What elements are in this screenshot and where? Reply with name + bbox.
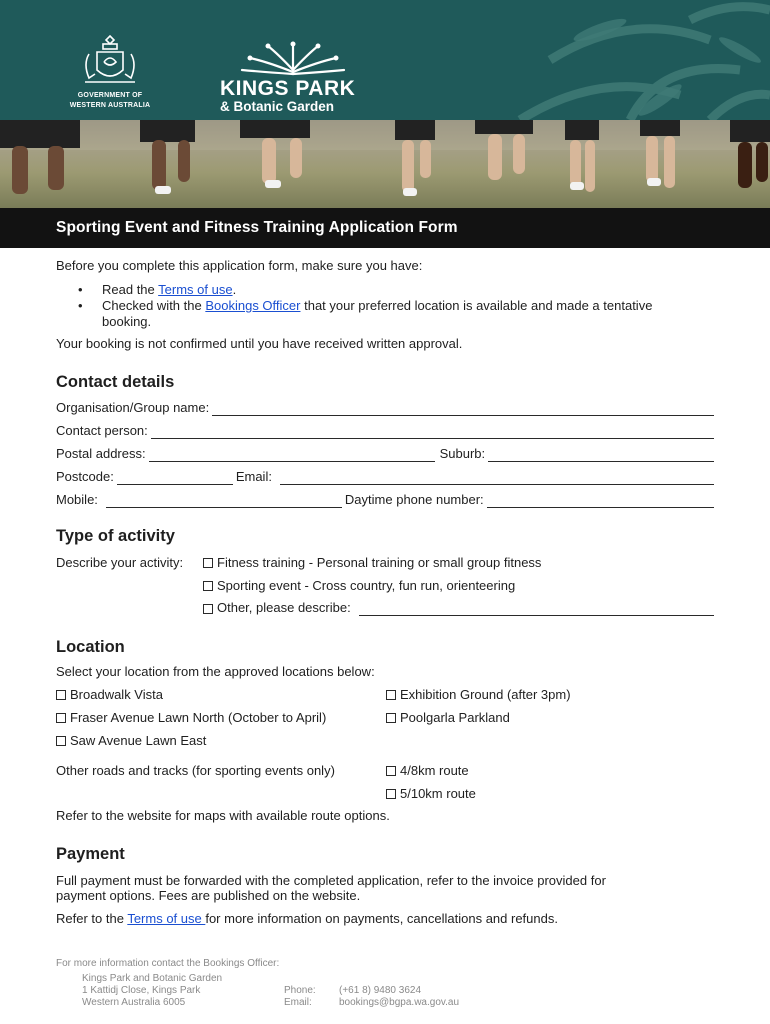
location-lead: Select your location from the approved locations below: (56, 664, 375, 679)
org-input-line[interactable] (212, 403, 714, 416)
bullet1-end: . (232, 282, 237, 297)
location-note: Refer to the website for maps with available route options. (56, 808, 390, 823)
page-header (0, 0, 770, 120)
bullet-dot-icon: • (78, 282, 83, 297)
refer-pre: Refer to the (56, 911, 128, 926)
footer-addr3: Western Australia 6005 (82, 997, 186, 1008)
email-input-line[interactable] (280, 472, 714, 485)
banksia-flower-icon (238, 40, 348, 76)
payment-refer (56, 911, 558, 927)
checkbox-icon[interactable] (386, 766, 396, 776)
activity-heading: Type of activity (56, 527, 175, 545)
intro-lead: Before you complete this application form, make sure you have: (56, 258, 423, 273)
footer-phone: (+61 8) 9480 3624 (339, 985, 422, 996)
postal-field[interactable] (56, 444, 714, 462)
refer-post: for more information on payments, cancellations and refunds. (205, 911, 558, 926)
bullet-terms (56, 282, 716, 298)
org-label: Organisation/Group name: (56, 400, 210, 415)
checkbox-icon[interactable] (56, 690, 66, 700)
location-heading: Location (56, 638, 125, 656)
activity-opt2-label: Sporting event - Cross country, fun run, orienteering (217, 578, 516, 593)
runners-photo (0, 120, 770, 208)
email-label: Email: (235, 469, 272, 484)
suburb-input-line[interactable] (488, 449, 714, 462)
route2-label: 5/10km route (400, 786, 476, 801)
route1-label: 4/8km route (400, 763, 469, 778)
loc5-label: Saw Avenue Lawn East (70, 733, 207, 748)
checkbox-icon[interactable] (386, 690, 396, 700)
mobile-input-line[interactable] (106, 495, 342, 508)
bullet2-cont: booking. (102, 314, 152, 329)
payment-line1: Full payment must be forwarded with the completed application, refer to the invoice provided for (56, 873, 606, 888)
kings-park-logo (220, 40, 370, 114)
location-option-saw[interactable] (56, 733, 206, 749)
terms-of-use-link[interactable]: Terms of use (158, 282, 233, 297)
loc3-label: Fraser Avenue Lawn North (October to April) (70, 710, 327, 725)
checkbox-icon[interactable] (386, 789, 396, 799)
route-option-4-8km[interactable] (386, 763, 469, 779)
checkbox-icon[interactable] (203, 581, 213, 591)
government-logo (62, 32, 158, 110)
checkbox-icon[interactable] (203, 604, 213, 614)
location-option-broadwalk[interactable] (56, 687, 163, 703)
route-option-5-10km[interactable] (386, 786, 476, 802)
activity-opt3-label: Other, please describe: (217, 600, 351, 615)
checkbox-icon[interactable] (203, 558, 213, 568)
bullet-dot-icon: • (78, 298, 83, 313)
contact-heading: Contact details (56, 373, 175, 391)
postcode-field[interactable] (56, 467, 714, 485)
intro-bullets (56, 282, 716, 330)
activity-option-other[interactable] (203, 598, 714, 616)
postcode-input-line[interactable] (117, 472, 233, 485)
footer-email-label: Email: (284, 997, 312, 1008)
intro-note: Your booking is not confirmed until you have received written approval. (56, 336, 463, 351)
footer-email[interactable]: bookings@bgpa.wa.gov.au (339, 997, 460, 1008)
payment-line2: payment options. Fees are published on the website. (56, 888, 361, 903)
org-field[interactable] (56, 398, 714, 416)
activity-label: Describe your activity: (56, 555, 184, 570)
activity-opt1-label: Fitness training - Personal training or small group fitness (217, 555, 542, 570)
checkbox-icon[interactable] (56, 736, 66, 746)
payment-terms-link[interactable]: Terms of use (127, 911, 206, 926)
form-title: Sporting Event and Fitness Training Application Form (56, 219, 458, 236)
other-describe-line[interactable] (359, 603, 714, 616)
checkbox-icon[interactable] (386, 713, 396, 723)
postcode-label: Postcode: (56, 469, 114, 484)
postal-input-line[interactable] (149, 449, 435, 462)
gov-logo-text-2: WESTERN AUSTRALIA (69, 102, 151, 109)
leaf-pattern-decoration (510, 0, 770, 120)
activity-option-sporting[interactable] (203, 578, 515, 594)
footer-phone-label: Phone: (284, 985, 316, 996)
bullet-bookings (56, 298, 716, 330)
loc4-label: Poolgarla Parkland (400, 710, 510, 725)
person-input-line[interactable] (151, 426, 714, 439)
contact-person-field[interactable] (56, 421, 714, 439)
coat-of-arms-icon (79, 32, 141, 90)
phone-input-line[interactable] (487, 495, 714, 508)
bookings-officer-link[interactable]: Bookings Officer (205, 298, 301, 313)
bullet2-text: Checked with the (102, 298, 206, 313)
person-label: Contact person: (56, 423, 148, 438)
payment-heading: Payment (56, 845, 125, 863)
loc1-label: Broadwalk Vista (70, 687, 163, 702)
footer-addr2: 1 Kattidj Close, Kings Park (82, 985, 201, 996)
postal-label: Postal address: (56, 446, 146, 461)
mobile-label: Mobile: (56, 492, 98, 507)
location-option-poolgarla[interactable] (386, 710, 510, 726)
location-option-fraser[interactable] (56, 710, 326, 726)
loc2-label: Exhibition Ground (after 3pm) (400, 687, 571, 702)
bullet1-text: Read the (102, 282, 159, 297)
activity-option-fitness[interactable] (203, 555, 541, 571)
brand-subtitle: & Botanic Garden (220, 99, 335, 114)
footer-addr1: Kings Park and Botanic Garden (82, 973, 223, 984)
footer-lead: For more information contact the Bookings Officer: (56, 958, 280, 969)
suburb-label: Suburb: (439, 446, 486, 461)
runners-illustration (0, 120, 770, 208)
form-title-bar (0, 208, 770, 248)
location-option-exhibition[interactable] (386, 687, 571, 703)
gov-logo-text-1: GOVERNMENT OF (77, 92, 143, 99)
phone-label: Daytime phone number: (344, 492, 484, 507)
brand-title: KINGS PARK (220, 77, 356, 100)
bullet2-end: that your preferred location is available and made a tentative (300, 298, 653, 313)
mobile-field[interactable] (56, 490, 714, 508)
checkbox-icon[interactable] (56, 713, 66, 723)
roads-label: Other roads and tracks (for sporting events only) (56, 763, 335, 778)
